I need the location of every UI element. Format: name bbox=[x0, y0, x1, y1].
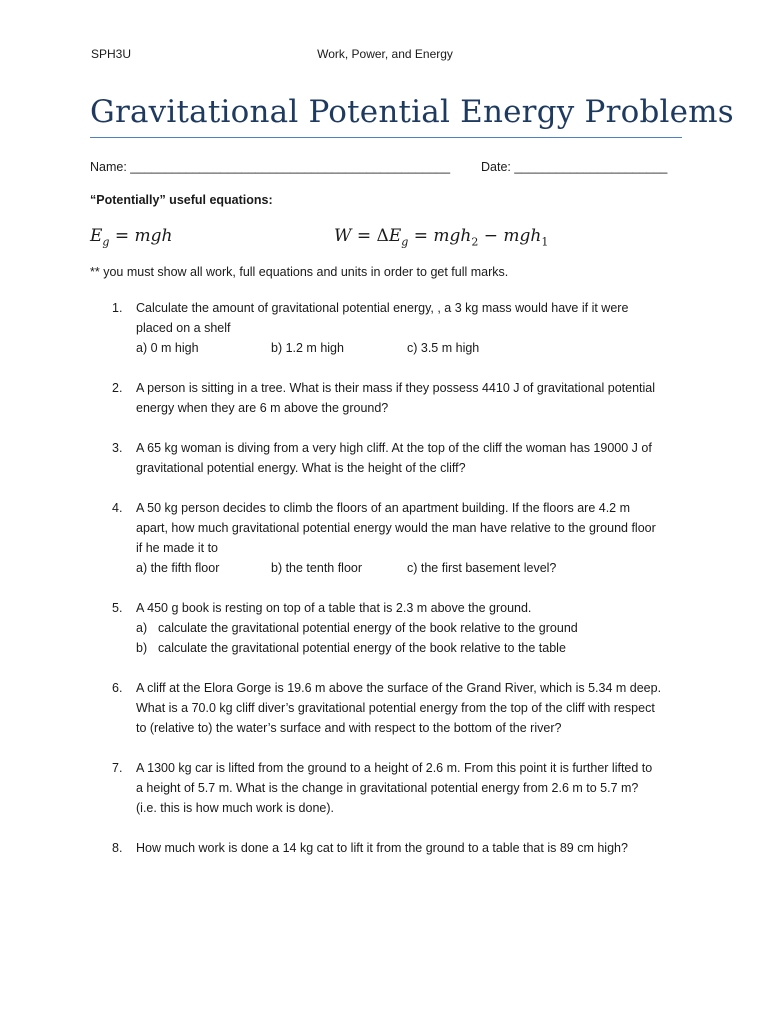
equation-gpe: $E_g$ = mgh bbox=[90, 226, 173, 249]
question-text-line: placed on a shelf bbox=[136, 321, 231, 335]
question-text-line: Calculate the amount of gravitational potential energy, , a 3 kg mass would have if it were bbox=[136, 301, 629, 315]
question-body bbox=[136, 438, 681, 478]
question-text-line: A 450 g book is resting on top of a table that is 2.3 m above the ground. bbox=[136, 601, 532, 615]
question-body bbox=[136, 378, 681, 418]
question-number: 6. bbox=[112, 681, 123, 695]
sub-question-label: a) bbox=[136, 621, 148, 635]
sub-question-text: calculate the gravitational potential energy of the book relative to the ground bbox=[158, 621, 578, 635]
question-number: 1. bbox=[112, 301, 123, 315]
date-field: Date: ______________________ bbox=[481, 160, 668, 174]
question-number: 5. bbox=[112, 601, 123, 615]
question-text-line: A 65 kg woman is diving from a very high cliff. At the top of the cliff the woman has 19000 J of bbox=[136, 441, 652, 455]
answer-option: a) 0 m high bbox=[136, 341, 199, 355]
name-field: Name: ______________________________________________ bbox=[90, 160, 451, 174]
sub-question-text: calculate the gravitational potential energy of the book relative to the table bbox=[158, 641, 566, 655]
question-text-line: A 1300 kg car is lifted from the ground to a height of 2.6 m. From this point it is further lifted to bbox=[136, 761, 653, 775]
question-body bbox=[136, 838, 681, 858]
equation-work: $W = \Delta E_g = mgh_2 - mgh_1$ bbox=[334, 226, 549, 249]
sub-question-label: b) bbox=[136, 641, 148, 655]
answer-options bbox=[136, 338, 681, 358]
question-number: 4. bbox=[112, 501, 123, 515]
question-text-line: a height of 5.7 m. What is the change in gravitational potential energy from 2.6 m to 5.7 m? bbox=[136, 781, 639, 795]
unit-topic: Work, Power, and Energy bbox=[317, 47, 453, 61]
question-text-line: What is a 70.0 kg cliff diver’s gravitational potential energy from the top of the cliff with respect bbox=[136, 701, 655, 715]
question-text-line: A cliff at the Elora Gorge is 19.6 m above the surface of the Grand River, which is 5.34 m deep. bbox=[136, 681, 662, 695]
question-body bbox=[136, 498, 681, 578]
sub-question bbox=[136, 638, 681, 658]
question-body bbox=[136, 758, 681, 818]
answer-option: c) the first basement level? bbox=[407, 561, 557, 575]
question-text-line: How much work is done a 14 kg cat to lift it from the ground to a table that is 89 cm high? bbox=[136, 841, 628, 855]
question-text-line: if he made it to bbox=[136, 541, 218, 555]
question-text-line: A person is sitting in a tree. What is their mass if they possess 4410 J of gravitational potential bbox=[136, 381, 656, 395]
answer-option: b) the tenth floor bbox=[271, 561, 363, 575]
answer-option: c) 3.5 m high bbox=[407, 341, 480, 355]
question-number: 7. bbox=[112, 761, 123, 775]
answer-options bbox=[136, 558, 681, 578]
course-code: SPH3U bbox=[91, 47, 132, 61]
question-text-line: A 50 kg person decides to climb the floors of an apartment building. If the floors are 4.2 m bbox=[136, 501, 631, 515]
question-body bbox=[136, 598, 681, 658]
answer-option: a) the fifth floor bbox=[136, 561, 220, 575]
question-text-line: apart, how much gravitational potential energy would the man have relative to the ground floor bbox=[136, 521, 656, 535]
question-text-line: (i.e. this is how much work is done). bbox=[136, 801, 334, 815]
question-number: 2. bbox=[112, 381, 123, 395]
question-number: 3. bbox=[112, 441, 123, 455]
question-text-line: to (relative to) the water’s surface and with respect to the bottom of the river? bbox=[136, 721, 562, 735]
question-body bbox=[136, 678, 681, 738]
answer-option: b) 1.2 m high bbox=[271, 341, 344, 355]
question-text-line: energy when they are 6 m above the ground? bbox=[136, 401, 389, 415]
question-number: 8. bbox=[112, 841, 123, 855]
instruction-note: ** you must show all work, full equations and units in order to get full marks. bbox=[90, 265, 509, 279]
sub-question bbox=[136, 618, 681, 638]
page-title: Gravitational Potential Energy Problems bbox=[90, 94, 734, 130]
question-body bbox=[136, 298, 681, 358]
title-underline bbox=[90, 137, 682, 138]
equations-label: “Potentially” useful equations: bbox=[90, 193, 273, 207]
question-text-line: gravitational potential energy. What is the height of the cliff? bbox=[136, 461, 466, 475]
